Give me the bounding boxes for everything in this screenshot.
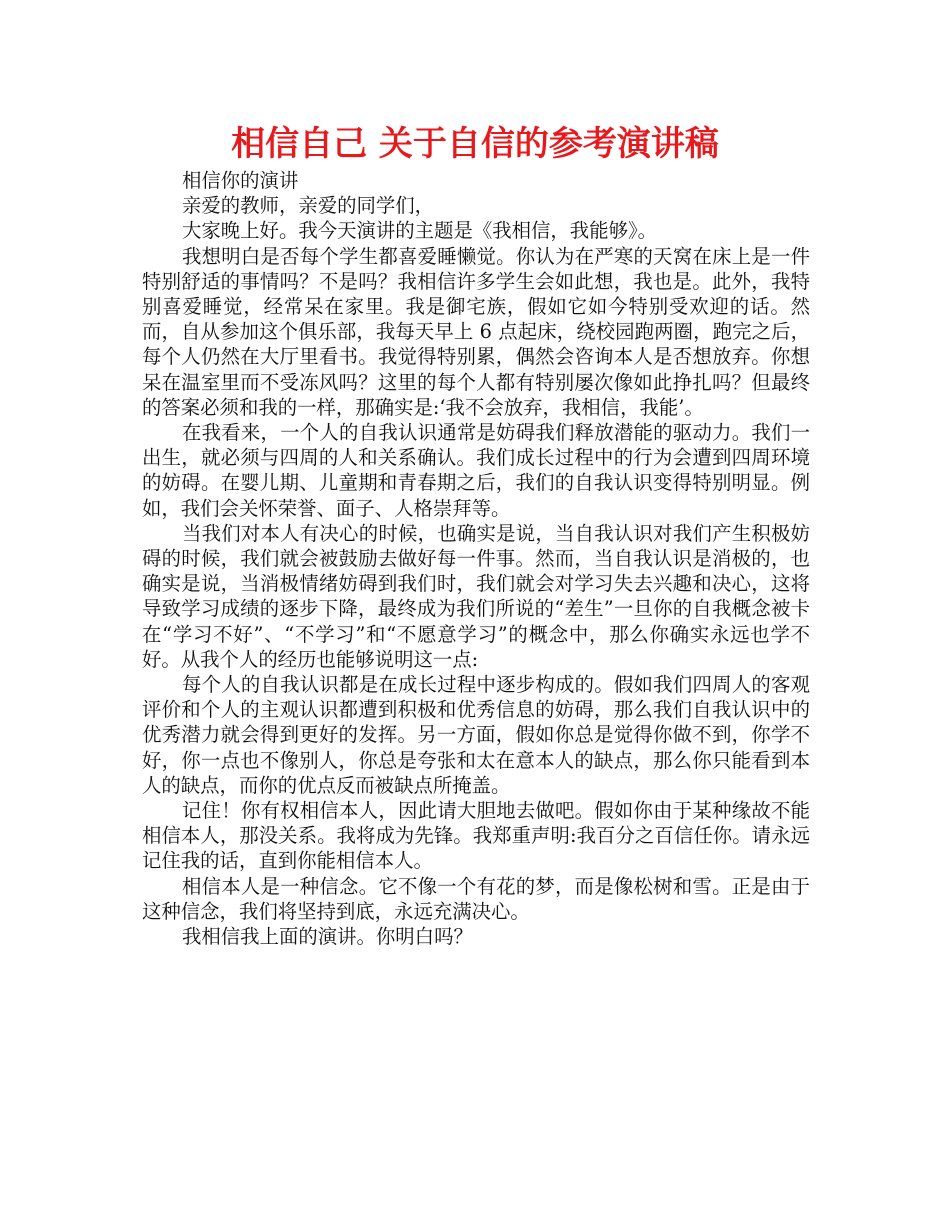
paragraph: 大家晚上好。我今天演讲的主题是《我相信，我能够》。 [182,219,658,243]
paragraph: 我相信我上面的演讲。你明白吗？ [182,925,473,949]
paragraph: 当我们对本人有决心的时候，也确实是说，当自我认识对我们产生积极妨碍的时候，我们就会被鼓励去做好每一件事。然而，当自我认识是消极的，也确实是说，当消极情绪妨碍到我们时，我们就会对学习失去兴趣和决心，这将导致学习成绩的逐步下降，最终成为我们所说的“差生”一旦你的自我概念被卡在“学习不好”、“不学习”和“不愿意学习”的概念中，那么你确实永远也学不好。从我个人的经历也能够说明这一点: [142,521,810,671]
paragraph: 相信你的演讲 [182,169,299,192]
paragraph: 每个人的自我认识都是在成长过程中逐步构成的。假如我们四周人的客观评价和个人的主观认识都遭到积极和优秀信息的妨碍，那么我们自我认识中的优秀潜力就会得到更好的发挥。另一方面，假如你总是觉得你做不到，你学不好，你一点也不像别人，你总是夸张和太在意本人的缺点，那么你只能看到本人的缺点，而你的优点反而被缺点所掩盖。 [142,673,810,797]
paragraph: 记住！你有权相信本人，因此请大胆地去做吧。假如你由于某种缘故不能相信本人，那没关系。我将成为先锋。我郑重声明:我百分之百信任你。请永远记住我的话，直到你能相信本人。 [142,799,810,873]
paragraph: 相信本人是一种信念。它不像一个有花的梦，而是像松树和雪。正是由于这种信念，我们将坚持到底，永远充满决心。 [142,874,810,923]
document-title: 相信自己 关于自信的参考演讲稿 [231,124,719,164]
paragraph: 亲爱的教师，亲爱的同学们， [182,194,435,218]
document-body [142,168,810,949]
paragraph: 在我看来，一个人的自我认识通常是妨碍我们释放潜能的驱动力。我们一出生，就必须与四周的人和关系确认。我们成长过程中的行为会遭到四周环境的妨碍。在婴儿期、儿童期和青春期之后，我们的自我认识变得特别明显。例如，我们会关怀荣誉、面子、人格崇拜等。 [142,421,810,520]
paragraph: 我想明白是否每个学生都喜爱睡懒觉。你认为在严寒的天窝在床上是一件特别舒适的事情吗？不是吗？我相信许多学生会如此想，我也是。此外，我特别喜爱睡觉，经常呆在家里。我是御宅族，假如它如今特别受欢迎的话。然而，自从参加这个俱乐部，我每天早上 6 点起床，绕校园跑两圈，跑完之后，每个人仍然在大厅里看书。我觉得特别累，偶然会咨询本人是否想放弃。你想呆在温室里而不受冻风吗？这里的每个人都有特别屡次像如此挣扎吗？但最终的答案必须和我的一样，那确实是:‘我不会放弃，我相信，我能’。 [142,244,810,419]
